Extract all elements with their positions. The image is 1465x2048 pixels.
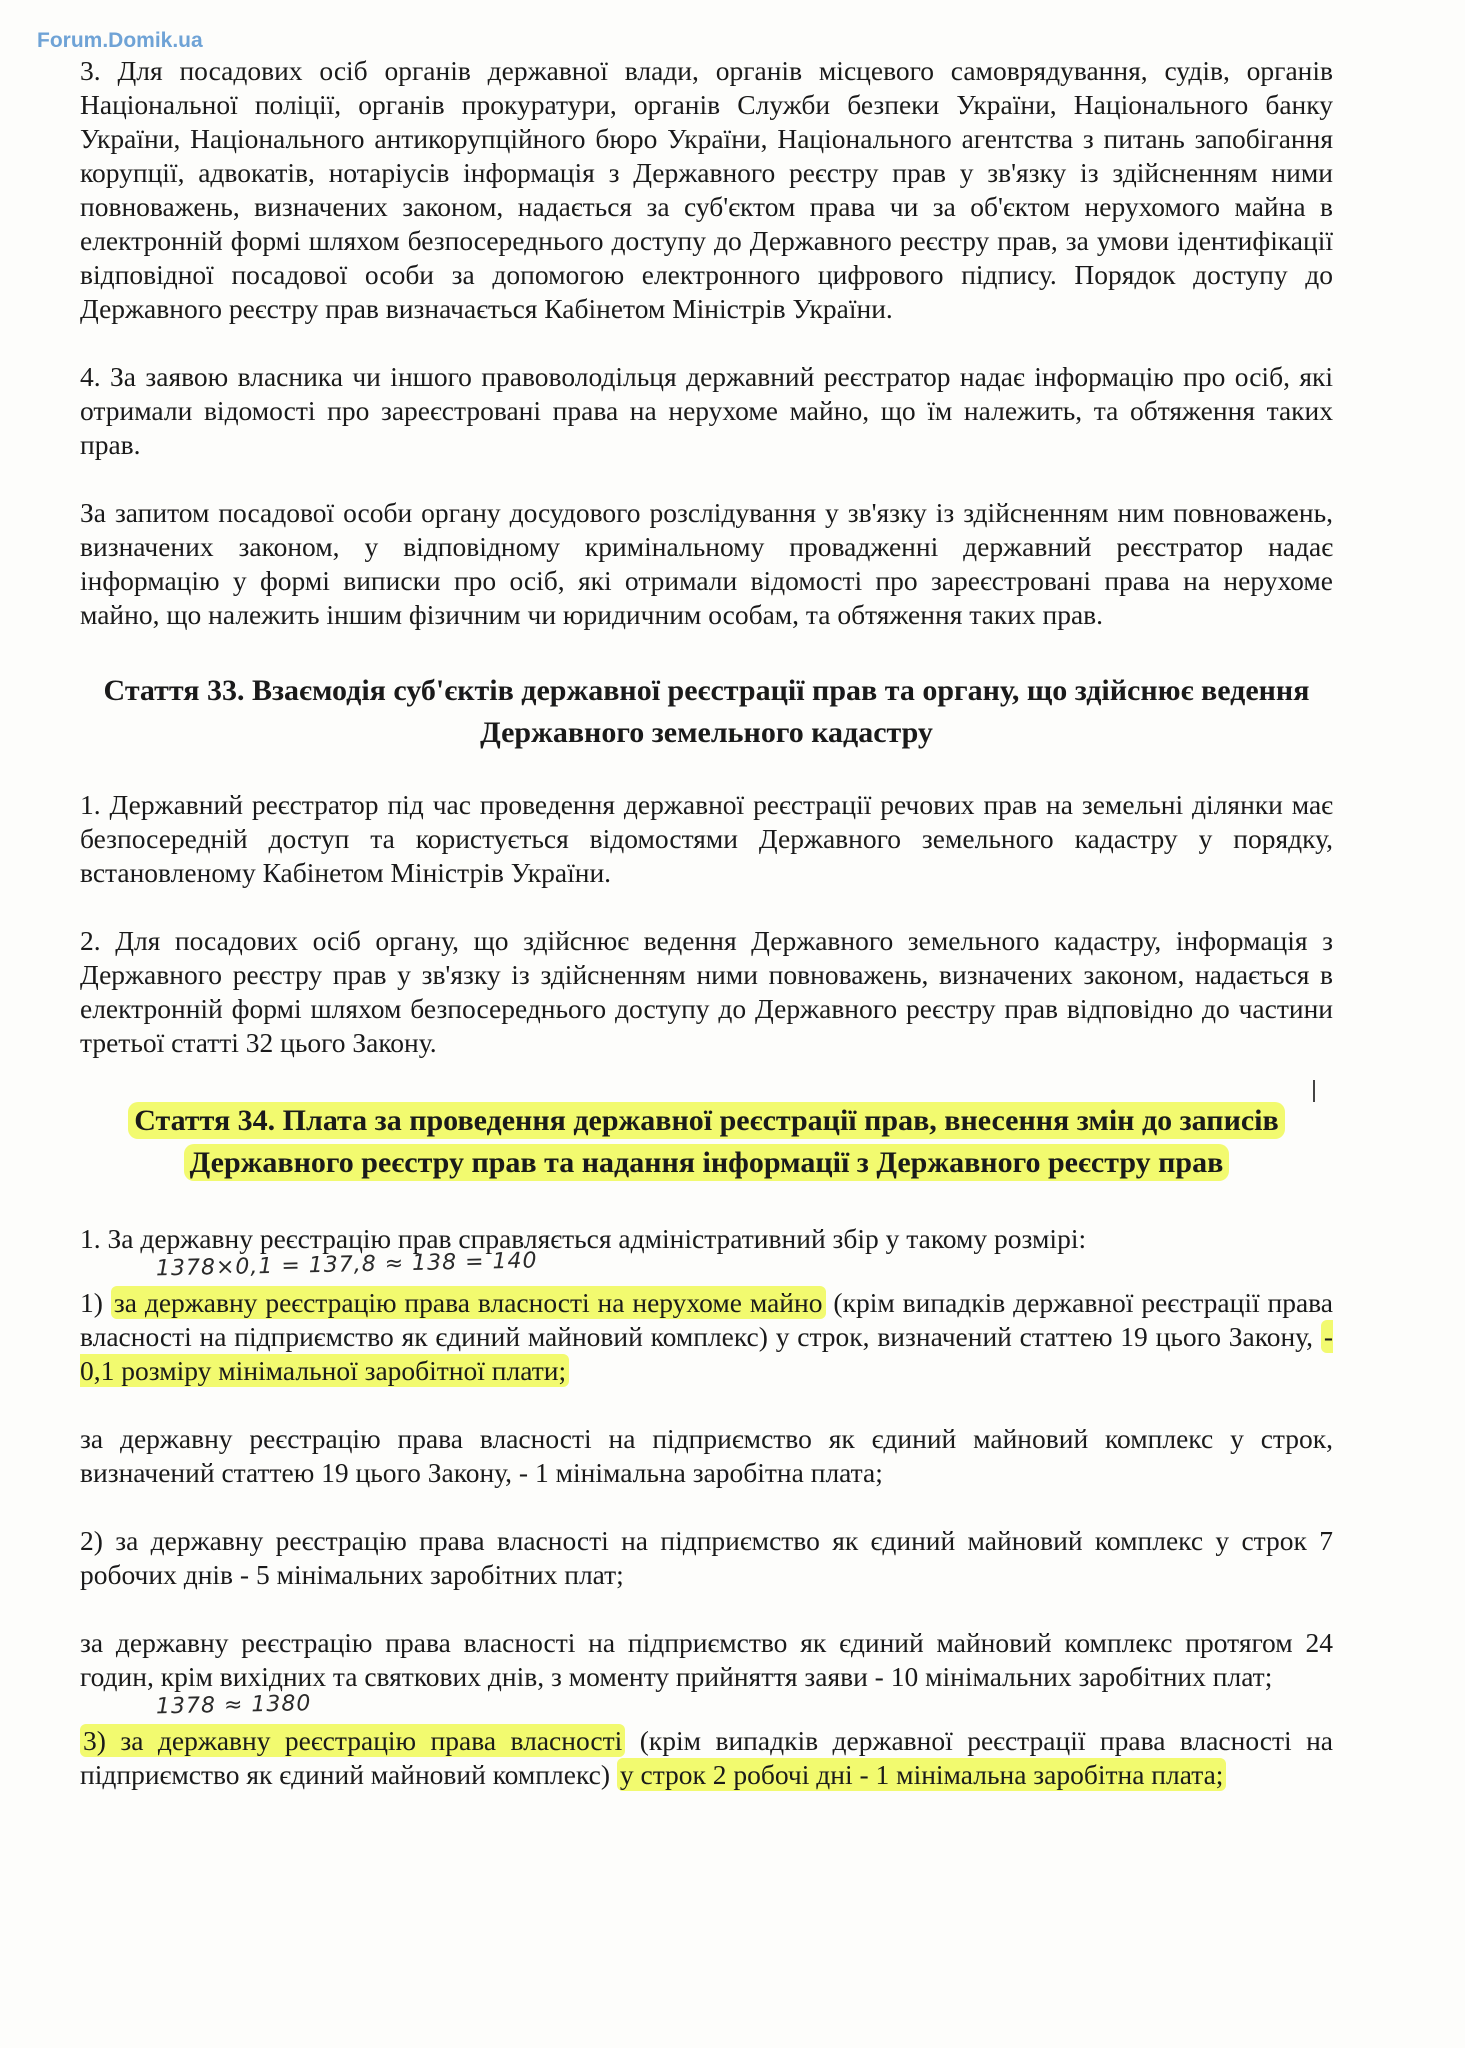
- item-2b: за державну реєстрацію права власності на підприємство як єдиний майновий комплекс протягом 24 годин, крім вихідних та святкових днів, з моменту прийняття заяви - 10 мінімальних заробітних плат;: [80, 1627, 1333, 1692]
- article-34-title-highlight: Стаття 34. Плата за проведення державної реєстрації прав, внесення змін до записів Державного реєстру прав та надання інформації з Державного реєстру прав: [128, 1102, 1284, 1181]
- item-1b: за державну реєстрацію права власності на підприємство як єдиний майновий комплекс у строк, визначений статтею 19 цього Закону, - 1 мінімальна заробітна плата;: [80, 1423, 1333, 1488]
- paragraph-32-4b: За запитом посадової особи органу досудового розслідування у зв'язку із здійсненням ним повноважень, визначених законом, у відповідному кримінальному провадженні державний реєстратор надає інформацію у формі виписки про осіб, які отримали відомості про зареєстровані права на нерухоме майно, що належить іншим фізичним чи юридичним особам, та обтяження таких прав.: [80, 497, 1333, 630]
- article-34-title: [80, 1100, 1333, 1184]
- item-1-highlight-fee: - 0,1 розміру мінімальної заробітної плати;: [80, 1321, 1333, 1386]
- handwritten-note-rounding: 1378 ≈ 1380: [155, 1691, 312, 1720]
- paragraph-32-4: 4. За заявою власника чи іншого правоволодільця державний реєстратор надає інформацію про осіб, які отримали відомості про зареєстровані права на нерухоме майно, що їм належить, та обтяження таких прав.: [80, 361, 1333, 460]
- handwritten-note-calculation: 1378×0,1 = 137,8 ≈ 138 = 140: [155, 1248, 538, 1282]
- item-2: 2) за державну реєстрацію права власності на підприємство як єдиний майновий комплекс у строк 7 робочих днів - 5 мінімальних заробітних плат;: [80, 1525, 1333, 1590]
- item-1-highlight-subject: за державну реєстрацію права власності на нерухоме майно: [111, 1286, 826, 1319]
- paragraph-33-1: 1. Державний реєстратор під час проведення державної реєстрації речових прав на земельні ділянки має безпосередній доступ та користується відомостями Державного земельного кадастру у порядку, встановленому Кабінетом Міністрів України.: [80, 789, 1333, 888]
- item-3-highlight-fee: у строк 2 робочі дні - 1 мінімальна заробітна плата;: [617, 1758, 1227, 1791]
- item-3-highlight-subject: 3) за державну реєстрацію права власності: [80, 1724, 625, 1757]
- item-3: [80, 1724, 1333, 1792]
- document-body: [80, 54, 1333, 1792]
- paragraph-33-2: 2. Для посадових осіб органу, що здійснює ведення Державного земельного кадастру, інформація з Державного реєстру прав у зв'язку із здійсненням ними повноважень, визначених законом, надається в електронній формі шляхом безпосереднього доступу до Державного реєстру прав відповідно до частини третьої статті 32 цього Закону.: [80, 925, 1333, 1058]
- paragraph-34-1: 1. За державну реєстрацію прав справляється адміністративний збір у такому розмірі:: [80, 1223, 1087, 1254]
- item-1-number: 1): [80, 1287, 103, 1318]
- site-watermark: Forum.Domik.ua: [37, 29, 203, 52]
- article-33-title: Стаття 33. Взаємодія суб'єктів державної реєстрації прав та органу, що здійснює ведення Державного земельного кадастру: [103, 674, 1310, 749]
- paragraph-32-3: 3. Для посадових осіб органів державної влади, органів місцевого самоврядування, судів, органів Національної поліції, органів прокуратури, органів Служби безпеки України, Національного банку України, Національного антикорупційного бюро України, Національного агентства з питань запобігання корупції, адвокатів, нотаріусів інформація з Державного реєстру прав у зв'язку із здійсненням ними повноважень, визначених законом, надається за суб'єктом права чи за об'єктом нерухомого майна в електронній формі шляхом безпосереднього доступу до Державного реєстру прав, за умови ідентифікації відповідної посадової особи за допомогою електронного цифрового підпису. Порядок доступу до Державного реєстру прав визначається Кабінетом Міністрів України.: [80, 55, 1333, 324]
- item-1: [80, 1286, 1333, 1388]
- item-1-text: (крім випадків державної реєстрації права власності на підприємство як єдиний майновий комплекс) у строк, визначений статтею 19 цього Закону,: [80, 1287, 1334, 1352]
- item-3-text: (крім випадків державної реєстрації права власності на підприємство як єдиний майновий комплекс): [80, 1725, 1334, 1790]
